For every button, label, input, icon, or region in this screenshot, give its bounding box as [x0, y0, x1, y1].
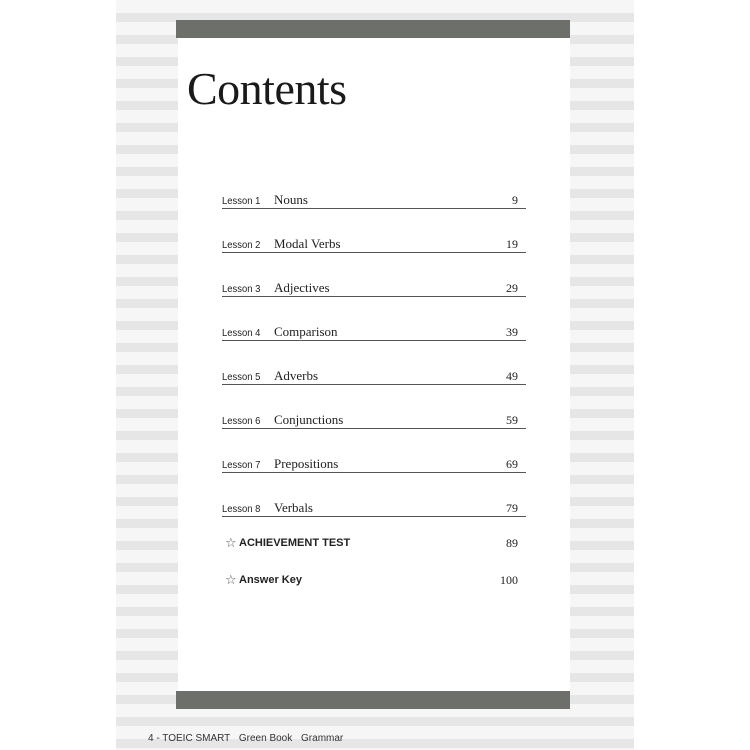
lesson-number: Lesson 2 [222, 239, 261, 251]
toc-row-achievement-test[interactable] [225, 536, 521, 554]
toc-row-lesson-7[interactable] [222, 450, 526, 473]
lesson-page: 69 [506, 457, 518, 471]
top-bar [176, 20, 570, 38]
lesson-page: 9 [512, 193, 518, 207]
lesson-page: 79 [506, 501, 518, 515]
extra-label: Answer Key [239, 574, 302, 586]
page-footer [148, 733, 343, 744]
toc-row-lesson-8[interactable] [222, 494, 526, 517]
star-icon: ☆ [225, 536, 237, 551]
lesson-topic: Nouns [274, 192, 308, 207]
footer-edition: Green Book [238, 733, 293, 744]
lesson-page: 39 [506, 325, 518, 339]
lesson-number: Lesson 8 [222, 503, 261, 515]
bottom-bar [176, 691, 570, 709]
lesson-number: Lesson 5 [222, 371, 261, 383]
lesson-number: Lesson 1 [222, 195, 261, 207]
extra-label: ACHIEVEMENT TEST [239, 537, 351, 549]
footer-page-number: 4 [148, 733, 154, 744]
lesson-topic: Verbals [274, 500, 313, 515]
extra-page: 89 [506, 536, 518, 550]
lesson-number: Lesson 3 [222, 283, 261, 295]
lesson-topic: Prepositions [274, 456, 339, 471]
toc-row-lesson-2[interactable] [222, 230, 526, 253]
lesson-topic: Adjectives [274, 280, 330, 295]
toc-row-answer-key[interactable] [225, 573, 521, 591]
lesson-page: 29 [506, 281, 518, 295]
lesson-topic: Adverbs [274, 368, 319, 383]
lesson-number: Lesson 4 [222, 327, 261, 339]
lesson-topic: Comparison [274, 324, 338, 339]
lesson-topic: Modal Verbs [274, 236, 341, 251]
footer-subject: Grammar [301, 733, 344, 744]
lesson-topic: Conjunctions [274, 412, 344, 427]
extra-page: 100 [500, 573, 518, 587]
toc-row-lesson-1[interactable] [222, 186, 526, 209]
toc-row-lesson-5[interactable] [222, 362, 526, 385]
footer-separator: - [156, 733, 160, 744]
lesson-number: Lesson 6 [222, 415, 261, 427]
page-title: Contents [187, 63, 347, 114]
toc-row-lesson-6[interactable] [222, 406, 526, 429]
lesson-number: Lesson 7 [222, 459, 261, 471]
lesson-page: 59 [506, 413, 518, 427]
footer-book-title: TOEIC SMART [162, 733, 231, 744]
toc-row-lesson-4[interactable] [222, 318, 526, 341]
star-icon: ☆ [225, 573, 237, 588]
lesson-page: 19 [506, 237, 518, 251]
lesson-page: 49 [506, 369, 518, 383]
toc-row-lesson-3[interactable] [222, 274, 526, 297]
